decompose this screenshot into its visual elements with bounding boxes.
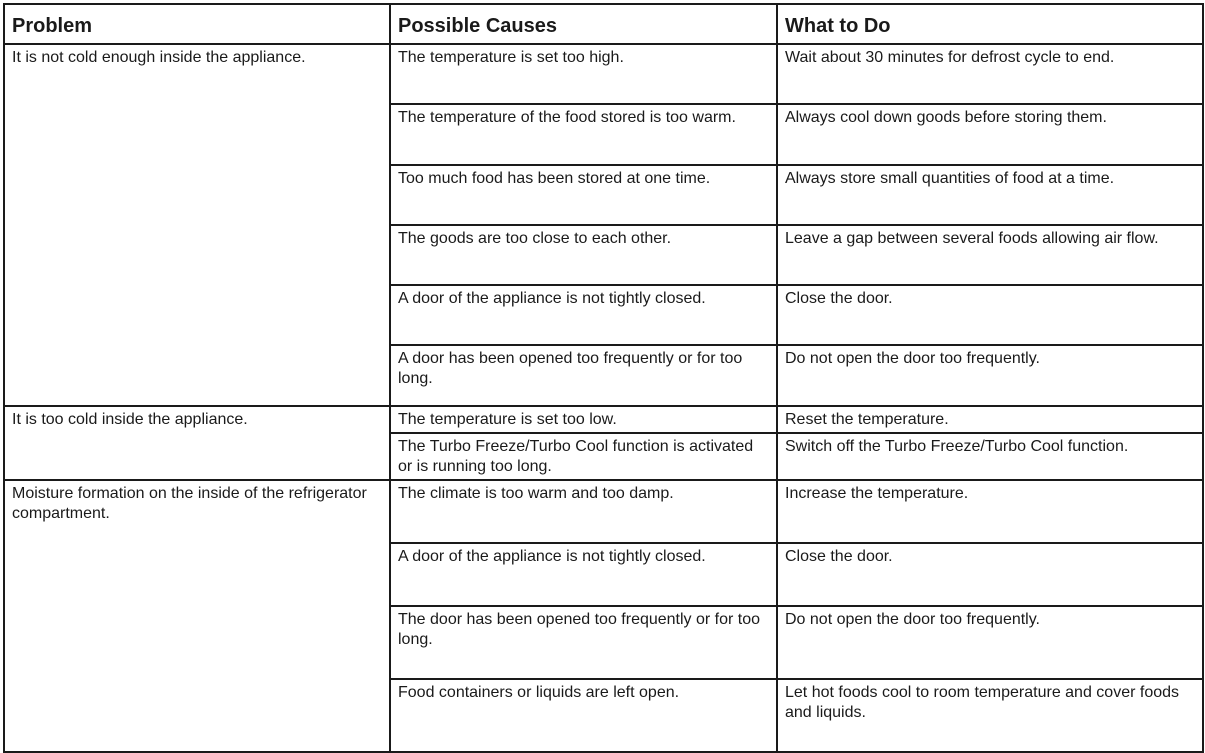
cause-cell: Too much food has been stored at one time. [390, 165, 777, 225]
action-cell: Increase the temperature. [777, 480, 1203, 543]
cause-cell: A door has been opened too frequently or for too long. [390, 345, 777, 406]
table-row [4, 406, 1203, 433]
action-cell: Close the door. [777, 285, 1203, 345]
cause-cell: A door of the appliance is not tightly closed. [390, 543, 777, 606]
cause-cell: The climate is too warm and too damp. [390, 480, 777, 543]
table-row [4, 480, 1203, 543]
action-cell: Do not open the door too frequently. [777, 606, 1203, 679]
cause-cell: The door has been opened too frequently or for too long. [390, 606, 777, 679]
action-cell: Do not open the door too frequently. [777, 345, 1203, 406]
problem-cell: It is too cold inside the appliance. [4, 406, 390, 480]
header-problem: Problem [4, 4, 390, 44]
action-cell: Leave a gap between several foods allowing air flow. [777, 225, 1203, 285]
table-row [4, 44, 1203, 104]
header-row [4, 4, 1203, 44]
header-what-to-do: What to Do [777, 4, 1203, 44]
action-cell: Wait about 30 minutes for defrost cycle to end. [777, 44, 1203, 104]
action-cell: Always cool down goods before storing them. [777, 104, 1203, 165]
cause-cell: The temperature of the food stored is too warm. [390, 104, 777, 165]
action-cell: Reset the temperature. [777, 406, 1203, 433]
action-cell: Let hot foods cool to room temperature and cover foods and liquids. [777, 679, 1203, 752]
cause-cell: The Turbo Freeze/Turbo Cool function is activated or is running too long. [390, 433, 777, 480]
problem-cell: It is not cold enough inside the appliance. [4, 44, 390, 406]
troubleshooting-table [3, 3, 1204, 753]
cause-cell: The goods are too close to each other. [390, 225, 777, 285]
action-cell: Close the door. [777, 543, 1203, 606]
action-cell: Switch off the Turbo Freeze/Turbo Cool function. [777, 433, 1203, 480]
cause-cell: Food containers or liquids are left open. [390, 679, 777, 752]
header-possible-causes: Possible Causes [390, 4, 777, 44]
cause-cell: The temperature is set too high. [390, 44, 777, 104]
cause-cell: A door of the appliance is not tightly closed. [390, 285, 777, 345]
action-cell: Always store small quantities of food at a time. [777, 165, 1203, 225]
problem-cell: Moisture formation on the inside of the refrigerator compartment. [4, 480, 390, 752]
cause-cell: The temperature is set too low. [390, 406, 777, 433]
